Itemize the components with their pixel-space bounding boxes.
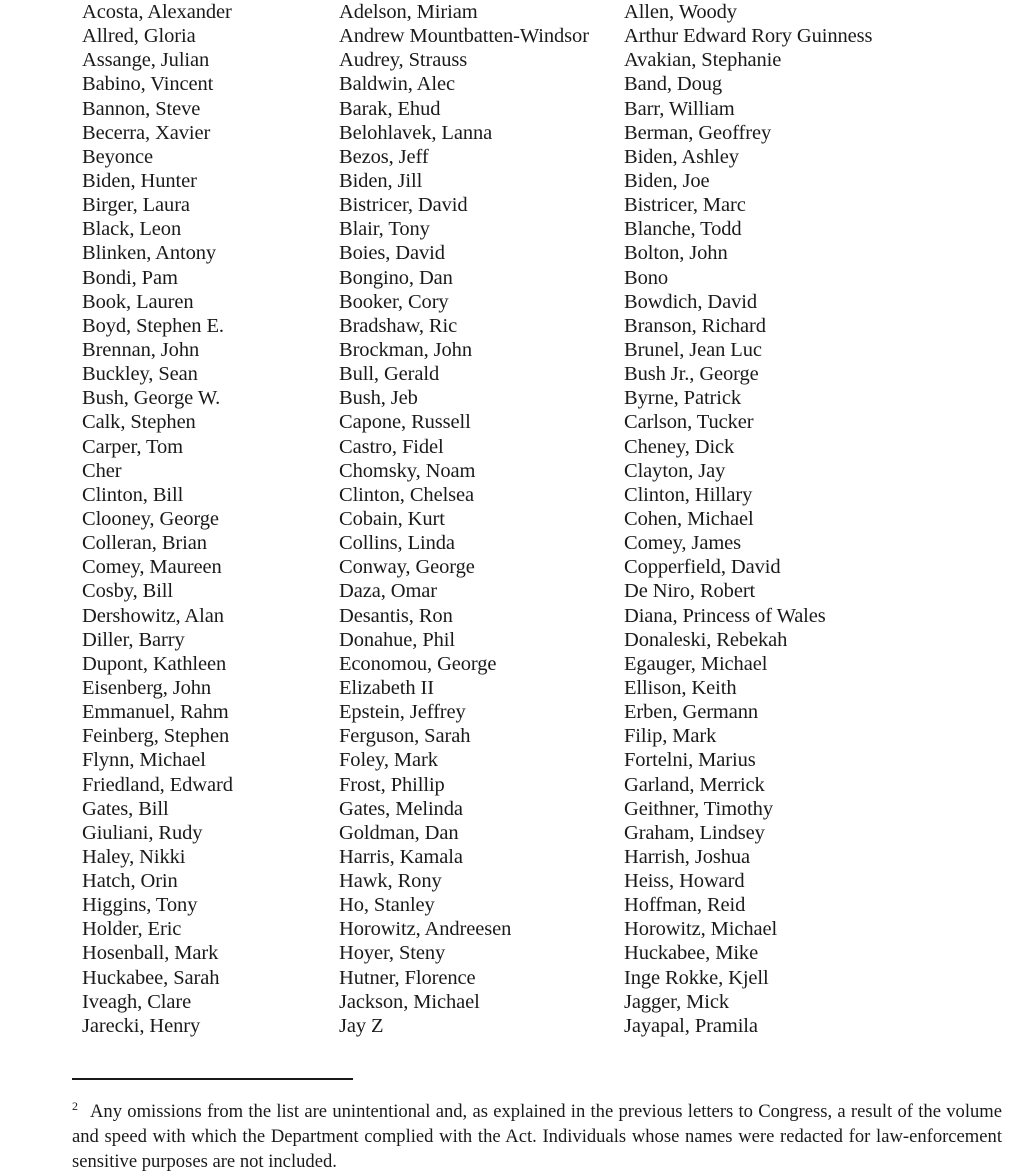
name-entry: Bush Jr., George xyxy=(624,363,759,386)
name-entry: Black, Leon xyxy=(82,218,182,241)
name-entry: Friedland, Edward xyxy=(82,773,233,796)
name-entry: Harris, Kamala xyxy=(339,845,463,868)
name-entry: Daza, Omar xyxy=(339,580,438,603)
name-entry: Ferguson, Sarah xyxy=(339,725,471,748)
footnote xyxy=(72,1094,1002,1174)
name-entry: Brockman, John xyxy=(339,338,472,361)
name-entry: Hoffman, Reid xyxy=(624,894,746,917)
name-entry: Jay Z xyxy=(339,1014,384,1037)
name-entry: Bannon, Steve xyxy=(82,97,201,120)
name-column-3 xyxy=(624,0,872,1038)
name-entry: Jarecki, Henry xyxy=(82,1014,201,1037)
name-entry: Carlson, Tucker xyxy=(624,411,754,434)
name-entry: Jayapal, Pramila xyxy=(624,1014,758,1037)
name-entry: Bradshaw, Ric xyxy=(339,314,458,337)
name-entry: Bongino, Dan xyxy=(339,266,453,289)
name-entry: Comey, Maureen xyxy=(82,556,222,579)
name-entry: Eisenberg, John xyxy=(82,676,212,699)
name-entry: Huckabee, Sarah xyxy=(82,966,220,989)
name-entry: Bush, George W. xyxy=(82,387,221,410)
name-entry: Blanche, Todd xyxy=(624,218,742,241)
name-entry: Desantis, Ron xyxy=(339,604,453,627)
name-entry: De Niro, Robert xyxy=(624,580,756,603)
name-entry: Clinton, Bill xyxy=(82,483,184,506)
name-entry: Cosby, Bill xyxy=(82,580,173,603)
name-entry: Brunel, Jean Luc xyxy=(624,338,762,361)
name-entry: Berman, Geoffrey xyxy=(624,121,772,144)
name-entry: Iveagh, Clare xyxy=(82,990,192,1013)
name-entry: Hutner, Florence xyxy=(339,966,476,989)
name-entry: Heiss, Howard xyxy=(624,870,745,893)
name-entry: Blinken, Antony xyxy=(82,242,217,265)
name-entry: Frost, Phillip xyxy=(339,773,445,796)
name-entry: Clinton, Chelsea xyxy=(339,483,475,506)
name-entry: Byrne, Patrick xyxy=(624,387,742,410)
name-entry: Inge Rokke, Kjell xyxy=(624,966,769,989)
name-entry: Harrish, Joshua xyxy=(624,845,751,868)
name-entry: Bolton, John xyxy=(624,242,728,265)
name-entry: Allen, Woody xyxy=(624,1,737,23)
name-entry: Ho, Stanley xyxy=(339,894,435,917)
name-entry: Feinberg, Stephen xyxy=(82,725,230,748)
name-entry: Economou, George xyxy=(339,652,497,675)
name-entry: Clayton, Jay xyxy=(624,459,726,482)
name-entry: Book, Lauren xyxy=(82,290,194,313)
name-entry: Buckley, Sean xyxy=(82,363,198,386)
name-entry: Cobain, Kurt xyxy=(339,507,445,530)
name-entry: Diana, Princess of Wales xyxy=(624,604,826,627)
name-entry: Jackson, Michael xyxy=(339,990,480,1013)
name-entry: Castro, Fidel xyxy=(339,435,444,458)
name-entry: Brennan, John xyxy=(82,338,200,361)
name-entry: Avakian, Stephanie xyxy=(624,49,782,72)
name-entry: Copperfield, David xyxy=(624,556,781,579)
name-entry: Bowdich, David xyxy=(624,290,757,313)
name-entry: Huckabee, Mike xyxy=(624,942,759,965)
name-entry: Hoyer, Steny xyxy=(339,942,446,965)
name-entry: Cheney, Dick xyxy=(624,435,735,458)
name-entry: Filip, Mark xyxy=(624,725,717,748)
name-column-2 xyxy=(339,0,589,1038)
name-entry: Comey, James xyxy=(624,532,742,555)
name-entry: Graham, Lindsey xyxy=(624,821,765,844)
name-entry: Becerra, Xavier xyxy=(82,121,211,144)
name-entry: Donahue, Phil xyxy=(339,628,455,651)
name-entry: Epstein, Jeffrey xyxy=(339,701,466,724)
name-entry: Haley, Nikki xyxy=(82,845,186,868)
footnote-marker: 2 xyxy=(72,1099,78,1113)
name-entry: Bezos, Jeff xyxy=(339,145,429,168)
name-entry: Belohlavek, Lanna xyxy=(339,121,493,144)
name-entry: Band, Doug xyxy=(624,73,723,96)
name-entry: Flynn, Michael xyxy=(82,749,206,772)
name-entry: Clinton, Hillary xyxy=(624,483,753,506)
name-entry: Acosta, Alexander xyxy=(82,1,232,23)
name-entry: Erben, Germann xyxy=(624,701,759,724)
name-entry: Biden, Hunter xyxy=(82,169,197,192)
name-entry: Bistricer, Marc xyxy=(624,194,746,217)
footnote-text: Any omissions from the list are unintentional and, as explained in the previous letters to Congress, a result of the volume and speed with which the Department complied with the Act. Individuals whose names were redacted for law-enforcement sensitive purposes are not included. xyxy=(72,1101,1002,1172)
name-entry: Booker, Cory xyxy=(339,290,449,313)
name-entry: Dupont, Kathleen xyxy=(82,652,227,675)
name-entry: Blair, Tony xyxy=(339,218,430,241)
name-entry: Bull, Gerald xyxy=(339,363,440,386)
name-entry: Elizabeth II xyxy=(339,676,434,699)
name-entry: Boies, David xyxy=(339,242,445,265)
name-entry: Birger, Laura xyxy=(82,194,190,217)
name-entry: Audrey, Strauss xyxy=(339,49,468,72)
name-entry: Baldwin, Alec xyxy=(339,73,455,96)
name-entry: Babino, Vincent xyxy=(82,73,214,96)
name-entry: Bondi, Pam xyxy=(82,266,178,289)
name-entry: Beyonce xyxy=(82,145,154,168)
footnote-separator xyxy=(72,1078,353,1080)
name-entry: Barr, William xyxy=(624,97,735,120)
name-entry: Holder, Eric xyxy=(82,918,182,941)
name-entry: Bono xyxy=(624,266,669,289)
name-entry: Hosenball, Mark xyxy=(82,942,219,965)
name-entry: Biden, Jill xyxy=(339,169,423,192)
name-entry: Assange, Julian xyxy=(82,49,210,72)
name-entry: Clooney, George xyxy=(82,507,219,530)
name-entry: Emmanuel, Rahm xyxy=(82,701,229,724)
name-entry: Capone, Russell xyxy=(339,411,471,434)
name-entry: Chomsky, Noam xyxy=(339,459,476,482)
name-entry: Giuliani, Rudy xyxy=(82,821,203,844)
name-entry: Horowitz, Michael xyxy=(624,918,778,941)
name-entry: Donaleski, Rebekah xyxy=(624,628,788,651)
name-entry: Cher xyxy=(82,459,122,482)
name-entry: Branson, Richard xyxy=(624,314,766,337)
name-entry: Diller, Barry xyxy=(82,628,185,651)
name-entry: Bistricer, David xyxy=(339,194,468,217)
name-column-1 xyxy=(82,0,233,1038)
name-entry: Cohen, Michael xyxy=(624,507,754,530)
name-entry: Carper, Tom xyxy=(82,435,184,458)
name-entry: Conway, George xyxy=(339,556,475,579)
name-entry: Calk, Stephen xyxy=(82,411,196,434)
name-entry: Dershowitz, Alan xyxy=(82,604,224,627)
name-entry: Higgins, Tony xyxy=(82,894,198,917)
name-entry: Hawk, Rony xyxy=(339,870,442,893)
name-entry: Biden, Joe xyxy=(624,169,710,192)
name-entry: Goldman, Dan xyxy=(339,821,459,844)
name-entry: Ellison, Keith xyxy=(624,676,737,699)
name-entry: Boyd, Stephen E. xyxy=(82,314,224,337)
name-entry: Fortelni, Marius xyxy=(624,749,756,772)
name-entry: Colleran, Brian xyxy=(82,532,207,555)
name-entry: Adelson, Miriam xyxy=(339,1,478,23)
name-entry: Egauger, Michael xyxy=(624,652,768,675)
name-entry: Garland, Merrick xyxy=(624,773,765,796)
name-entry: Hatch, Orin xyxy=(82,870,178,893)
name-entry: Collins, Linda xyxy=(339,532,455,555)
name-entry: Bush, Jeb xyxy=(339,387,418,410)
name-entry: Arthur Edward Rory Guinness xyxy=(624,25,873,48)
name-entry: Barak, Ehud xyxy=(339,97,441,120)
name-entry: Jagger, Mick xyxy=(624,990,730,1013)
name-entry: Geithner, Timothy xyxy=(624,797,773,820)
name-entry: Foley, Mark xyxy=(339,749,438,772)
name-entry: Gates, Bill xyxy=(82,797,169,820)
name-entry: Andrew Mountbatten-Windsor xyxy=(339,25,589,48)
name-entry: Gates, Melinda xyxy=(339,797,463,820)
name-entry: Biden, Ashley xyxy=(624,145,739,168)
name-entry: Horowitz, Andreesen xyxy=(339,918,512,941)
name-entry: Allred, Gloria xyxy=(82,25,196,48)
